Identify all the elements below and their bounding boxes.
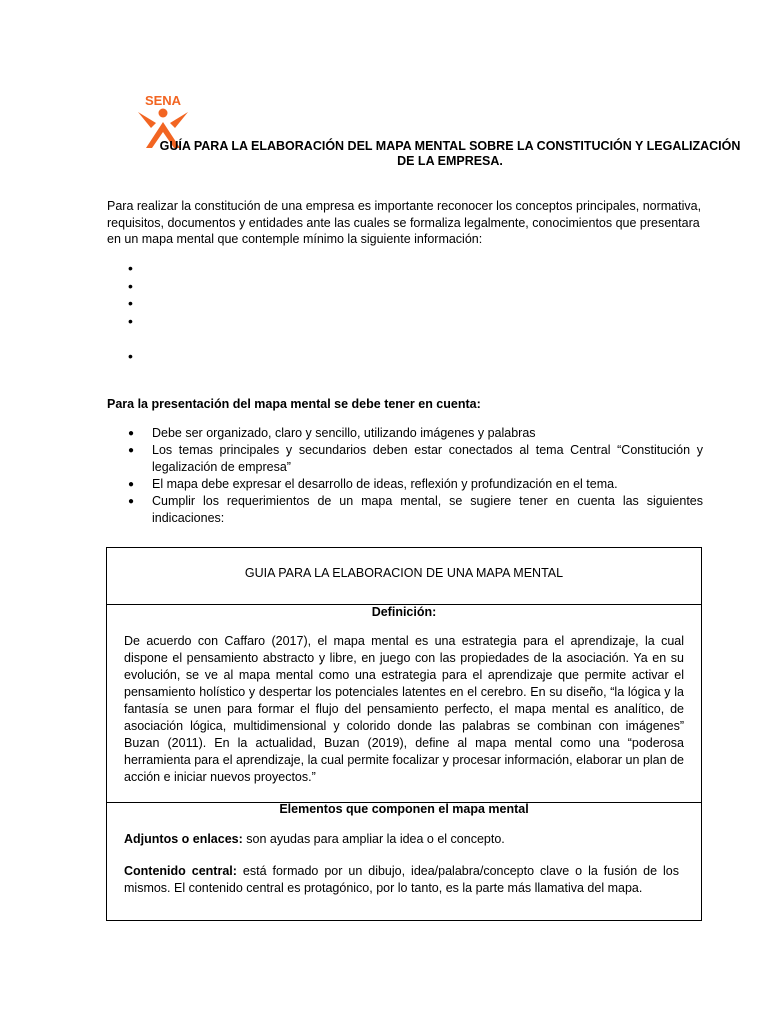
list-item: ● Los temas principales y secundarios deben estar conectados al tema Central “Constitución y legalización de empresa” — [128, 442, 703, 476]
definition-row — [107, 604, 701, 803]
element-text: está formado por un dibujo, idea/palabra/concepto clave o la fusión de los mismos. El contenido central es protagónico, por lo tanto, es la parte más llamativa del mapa. — [124, 864, 679, 895]
element-text: son ayudas para ampliar la idea o el concepto. — [242, 832, 505, 846]
intro-paragraph: Para realizar la constitución de una empresa es importante reconocer los conceptos principales, normativa, requisitos, documentos y entidades ante las cuales se formaliza legalmente, conocimientos que presentara en un mapa mental que contemple mínimo la siguiente información: — [107, 199, 702, 246]
list-item: ● El mapa debe expresar el desarrollo de ideas, reflexión y profundización en el tema. — [128, 476, 703, 493]
empty-bullet: • — [128, 295, 133, 311]
presentation-heading: Para la presentación del mapa mental se debe tener en cuenta: — [107, 397, 481, 411]
element-item — [124, 831, 679, 848]
elements-row — [107, 802, 701, 920]
definition-heading: Definición: — [371, 605, 437, 619]
empty-bullet: • — [128, 313, 133, 329]
element-label: Adjuntos o enlaces: — [124, 832, 243, 846]
list-item: ● Debe ser organizado, claro y sencillo, utilizando imágenes y palabras — [128, 425, 703, 442]
table-title: GUIA PARA LA ELABORACION DE UNA MAPA MENTAL — [244, 566, 564, 580]
table-header-row — [107, 548, 701, 605]
presentation-list — [128, 425, 703, 527]
guide-table — [106, 547, 702, 921]
definition-text: De acuerdo con Caffaro (2017), el mapa mental es una estrategia para el aprendizaje, la cual dispone el pensamiento abstracto y libre, en juego con las propiedades de la asociación. Ya en su evolución, se ve al mapa mental como una estrategia para el aprendizaje que permite activar el pensamiento holístico y despertar los potenciales latentes en el cerebro. En su diseño, “la lógica y la fantasía se unen para formar el flujo del pensamiento perfecto, el mapa mental es analítico, de asociación lógica, multidimensional y colorido donde las palabras se combinan con imágenes” Buzan (2011). En la actualidad, Buzan (2019), define al mapa mental como una “poderosa herramienta para el aprendizaje, la cual permite focalizar y procesar información, elaborar un plan de acción e iniciar nuevos proyectos.” — [124, 634, 684, 784]
page-title: GUÍA PARA LA ELABORACIÓN DEL MAPA MENTAL SOBRE LA CONSTITUCIÓN Y LEGALIZACIÓN DE LA EMPRESA. — [159, 139, 741, 168]
list-item: ● Cumplir los requerimientos de un mapa mental, se sugiere tener en cuenta las siguientes indicaciones: — [128, 493, 703, 527]
element-label: Contenido central: — [124, 864, 237, 878]
empty-bullet: • — [128, 278, 133, 294]
elements-heading: Elementos que componen el mapa mental — [279, 802, 529, 816]
empty-bullet: • — [128, 348, 133, 364]
svg-text:SENA: SENA — [144, 93, 182, 108]
empty-bullet: • — [128, 260, 133, 276]
element-item — [124, 863, 679, 897]
